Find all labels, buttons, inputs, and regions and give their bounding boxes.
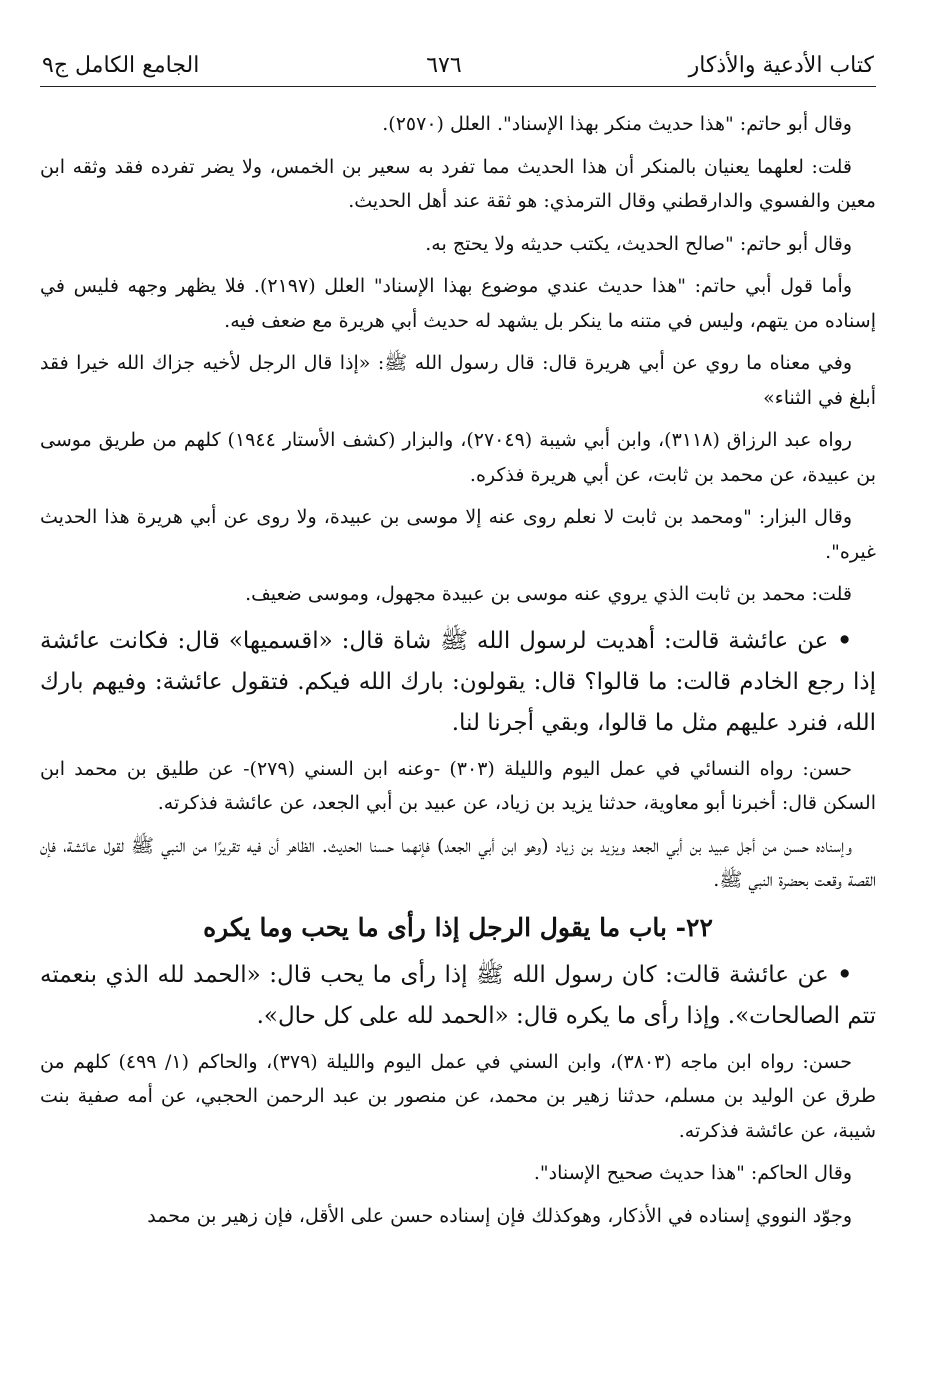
bullet-icon: •	[837, 626, 852, 654]
paragraph-2: قلت: لعلهما يعنيان بالمنكر أن هذا الحديث مما تفرد به سعير بن الخمس، ولا يضر تفرده فقد وثقه ابن معين والفسوي والدارقطني وقال الترمذي: هو ثقة عند أهل الحديث.	[40, 155, 876, 212]
paragraph-14: وقال الحاكم: "هذا حديث صحيح الإسناد".	[533, 1162, 852, 1184]
hadith-2-text: عن عائشة قالت: كان رسول الله ﷺ إذا رأى ما يحب قال: «الحمد لله الذي بنعمته تتم الصالحات». وإذا رأى ما يكره قال: «الحمد لله على كل حال».	[40, 961, 876, 1029]
book-title: كتاب الأدعية والأذكار	[688, 53, 874, 78]
bullet-icon: •	[837, 960, 853, 988]
volume-label: الجامع الكامل ج٩	[42, 53, 200, 78]
paragraph-11: وإسناده حسن من أجل عبيد بن أبي الجعد ويزيد بن زياد (وهو ابن أبي الجعد) فإنهما حسنا الحديث. الظاهر أن فيه تقريرًا من النبي ﷺ لقول عائشة، فإن القصة وقعت بحضرة النبي ﷺ.	[40, 834, 876, 891]
paragraph-6: رواه عبد الرزاق (٣١١٨)، وابن أبي شيبة (٢٧٠٤٩)، والبزار (كشف الأستار ١٩٤٤) كلهم من طريق موسى بن عبيدة، عن محمد بن ثابت، عن أبي هريرة فذكره.	[40, 429, 876, 486]
paragraph-15: وجوّد النووي إسناده في الأذكار، وهوكذلك فإن إسناده حسن على الأقل، فإن زهير بن محمد	[147, 1204, 852, 1227]
paragraph-7: وقال البزار: "ومحمد بن ثابت لا نعلم روى عنه إلا موسى بن عبيدة، ولا روى عن أبي هريرة هذا الحديث غيره".	[40, 506, 876, 563]
paragraph-1: وقال أبو حاتم: "هذا حديث منكر بهذا الإسناد". العلل (٢٥٧٠).	[382, 113, 852, 135]
paragraph-5: وفي معناه ما روي عن أبي هريرة قال: قال رسول الله ﷺ: «إذا قال الرجل لأخيه جزاك الله خيرا فقد أبلغ في الثناء»	[40, 352, 876, 409]
hadith-1	[40, 620, 876, 744]
hadith-1-text: عن عائشة قالت: أهديت لرسول الله ﷺ شاة قال: «اقسميها» قال: فكانت عائشة إذا رجع الخادم قالت: ما قالوا؟ قال: يقولون: بارك الله فيكم. فتقول عائشة: وفيهم بارك الله، فنرد عليهم مثل ما قالوا، وبقي أجرنا لنا.	[40, 627, 876, 736]
page	[40, 52, 876, 1241]
paragraph-8: قلت: محمد بن ثابت الذي يروي عنه موسى بن عبيدة مجهول، وموسى ضعيف.	[245, 583, 852, 605]
hadith-2	[40, 954, 876, 1037]
page-number: ٦٧٦	[426, 53, 462, 78]
paragraph-3: وقال أبو حاتم: "صالح الحديث، يكتب حديثه ولا يحتج به.	[425, 232, 852, 255]
page-body	[40, 107, 876, 1233]
running-header	[40, 52, 876, 87]
paragraph-10: حسن: رواه النسائي في عمل اليوم والليلة (٣٠٣) -وعنه ابن السني (٢٧٩)- عن طليق بن محمد ابن السكن قال: أخبرنا أبو معاوية، حدثنا يزيد بن زياد، عن عبيد بن أبي الجعد، عن عائشة فذكرته.	[40, 757, 876, 814]
paragraph-4: وأما قول أبي حاتم: "هذا حديث عندي موضوع بهذا الإسناد" العلل (٢١٩٧). فلا يظهر وجهه فليس في إسناده من يتهم، وليس في متنه ما ينكر بل يشهد له حديث أبي هريرة مع ضعف فيه.	[40, 275, 876, 332]
chapter-title: ٢٢- باب ما يقول الرجل إذا رأى ما يحب وما يكره	[203, 912, 713, 942]
paragraph-13: حسن: رواه ابن ماجه (٣٨٠٣)، وابن السني في عمل اليوم والليلة (٣٧٩)، والحاكم (١/ ٤٩٩) كلهم من طرق عن الوليد بن مسلم، حدثنا زهير بن محمد، عن منصور بن عبد الرحمن الحجبي، عن أمه صفية بنت شيبة، عن عائشة فذكرته.	[40, 1050, 876, 1142]
